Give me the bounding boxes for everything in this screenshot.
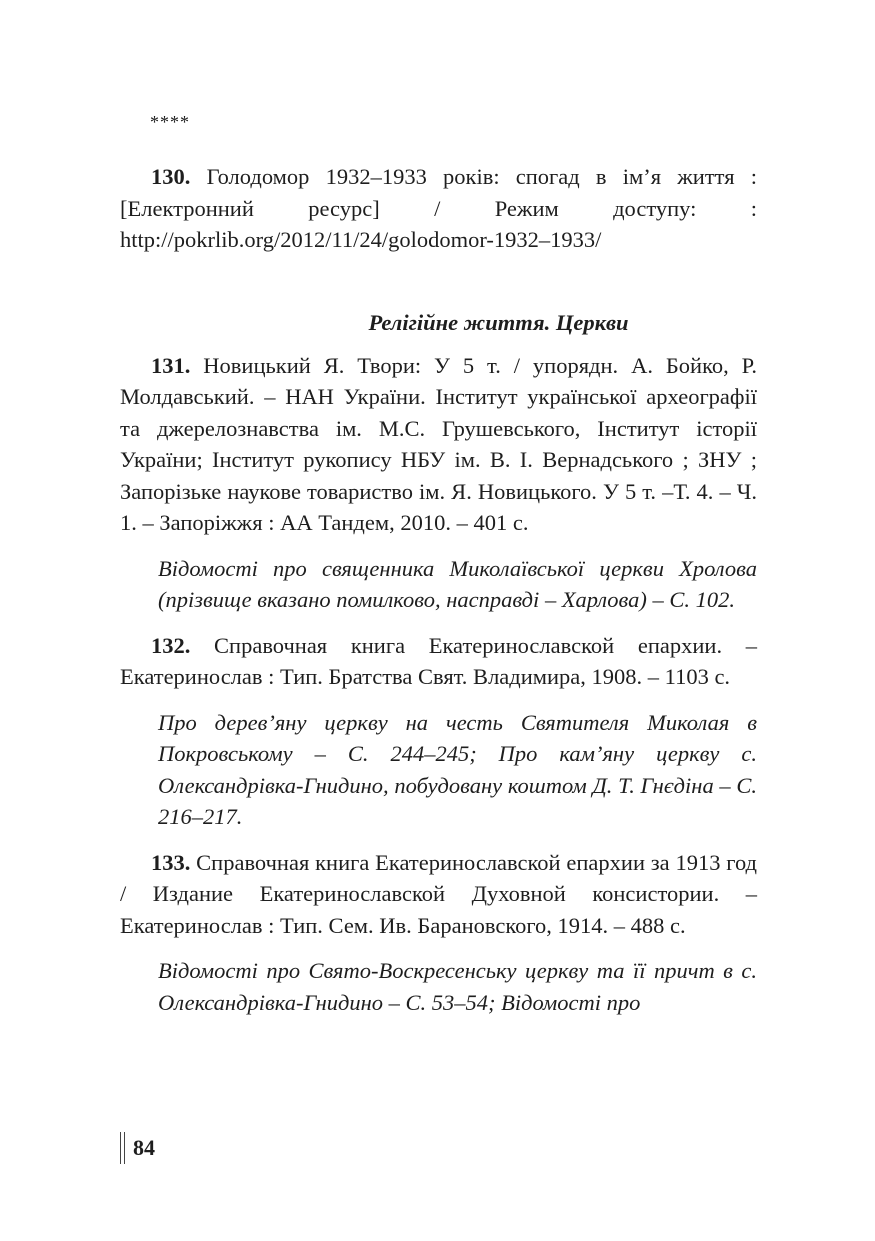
page-content — [120, 112, 757, 1032]
page-footer — [120, 1132, 155, 1164]
entry-number: 130. — [151, 164, 191, 189]
entry-note: Відомості про Свято-Воскресенську церкву та її причт в с. Олександрівка-Гнидино – С. 53–54; Відомості про — [158, 958, 757, 1015]
bibliography-entry-130 — [120, 161, 757, 256]
entry-text: Справочная книга Екатеринославской епархии за 1913 год / Издание Екатеринославской Духовной консистории. – Екатеринослав : Тип. Сем. Ив. Барановского, 1914. – 488 с. — [120, 849, 757, 938]
section-heading: Релігійне життя. Церкви — [368, 309, 629, 335]
entry-number: 133. — [151, 849, 191, 875]
entry-note: Про дерев’яну церкву на честь Святителя Миколая в Покровському – С. 244–245; Про кам’яну церкву с. Олександрівка-Гнидино, побудовану коштом Д. Т. Гнєдіна – С. 216–217. — [158, 709, 757, 829]
entry-text: Новицький Я. Твори: У 5 т. / упорядн. А. Бойко, Р. Молдавський. – НАН України. Інститут української археографії та джерелознавства ім. М.С. Грушевського, Інститут історії України; Інститут рукопису НБУ ім. В. І. Вернадського ; ЗНУ ; Запорізьке наукове товариство ім. Я. Новицького. У 5 т. –Т. 4. – Ч. 1. – Запоріжжя : АА Тандем, 2010. – 401 с. — [120, 352, 757, 535]
bibliography-entry-131 — [120, 350, 757, 539]
entry-number: 132. — [151, 632, 191, 658]
entry-text: Справочная книга Екатеринославской епархии. – Екатеринослав : Тип. Братства Свят. Владимира, 1908. – 1103 с. — [120, 632, 757, 689]
page-number-marker-icon — [120, 1132, 125, 1164]
entry-number: 131. — [151, 352, 191, 378]
bibliography-entry-132 — [120, 630, 757, 693]
entry-text: Голодомор 1932–1933 років: спогад в ім’я життя : [Електронний ресурс] / Режим доступу: : http://pokrlib.org/2012/11/24/golodomor-1932–1933/ — [120, 164, 757, 252]
bibliography-entry-133 — [120, 847, 757, 942]
entry-note: Відомості про священника Миколаївської церкви Хролова (прізвище вказано помилково, насправді – Харлова) – С. 102. — [158, 555, 757, 612]
section-separator: **** — [150, 112, 190, 132]
page-number: 84 — [133, 1135, 155, 1160]
